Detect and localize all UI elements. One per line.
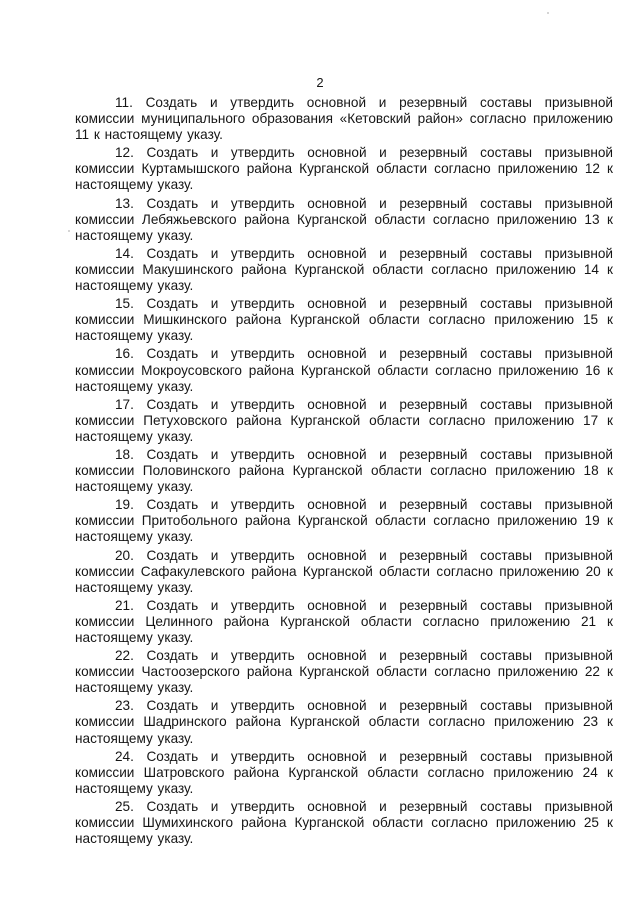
list-item: 14. Создать и утвердить основной и резервный составы призывной комиссии Макушинского района Курганской области согласно приложению 14 к настоящему указу.: [75, 245, 613, 294]
list-item: 18. Создать и утвердить основной и резервный составы призывной комиссии Половинского района Курганской области согласно приложению 18 к настоящему указу.: [75, 446, 613, 495]
list-item: 21. Создать и утвердить основной и резервный составы призывной комиссии Целинного района Курганской области согласно приложению 21 к настоящему указу.: [75, 597, 613, 645]
list-item: 12. Создать и утвердить основной и резервный составы призывной комиссии Куртамышского района Курганской области согласно приложению 12 к настоящему указу.: [75, 145, 613, 193]
list-item: 23. Создать и утвердить основной и резервный составы призывной комиссии Шадринского района Курганской области согласно приложению 23 к настоящему указу.: [75, 698, 613, 746]
document-body: [75, 95, 613, 849]
list-item: 11. Создать и утвердить основной и резервный составы призывной комиссии муниципального образования «Кетовский район» согласно приложению 11 к настоящему указу.: [75, 95, 613, 143]
list-item: 17. Создать и утвердить основной и резервный составы призывной комиссии Петуховского района Курганской области согласно приложению 17 к настоящему указу.: [75, 396, 613, 444]
list-item: 25. Создать и утвердить основной и резервный составы призывной комиссии Шумихинского района Курганской области согласно приложению 25 к настоящему указу.: [75, 798, 613, 847]
scan-speck: [547, 12, 549, 14]
list-item: 19. Создать и утвердить основной и резервный составы призывной комиссии Притобольного района Курганской области согласно приложению 19 к настоящему указу.: [75, 497, 613, 545]
list-item: 20. Создать и утвердить основной и резервный составы призывной комиссии Сафакулевского района Курганской области согласно приложению 20 к настоящему указу.: [75, 547, 613, 595]
scan-speck: [68, 230, 70, 232]
list-item: 16. Создать и утвердить основной и резервный составы призывной комиссии Мокроусовского района Курганской области согласно приложению 16 к настоящему указу.: [75, 346, 613, 394]
page-number: 2: [316, 75, 324, 90]
list-item: 13. Создать и утвердить основной и резервный составы призывной комиссии Лебяжьевского района Курганской области согласно приложению 13 к настоящему указу.: [75, 195, 613, 243]
list-item: 15. Создать и утвердить основной и резервный составы призывной комиссии Мишкинского района Курганской области согласно приложению 15 к настоящему указу.: [75, 296, 613, 344]
list-item: 24. Создать и утвердить основной и резервный составы призывной комиссии Шатровского района Курганской области согласно приложению 24 к настоящему указу.: [75, 748, 613, 796]
list-item: 22. Создать и утвердить основной и резервный составы призывной комиссии Частоозерского района Курганской области согласно приложению 22 к настоящему указу.: [75, 648, 613, 696]
